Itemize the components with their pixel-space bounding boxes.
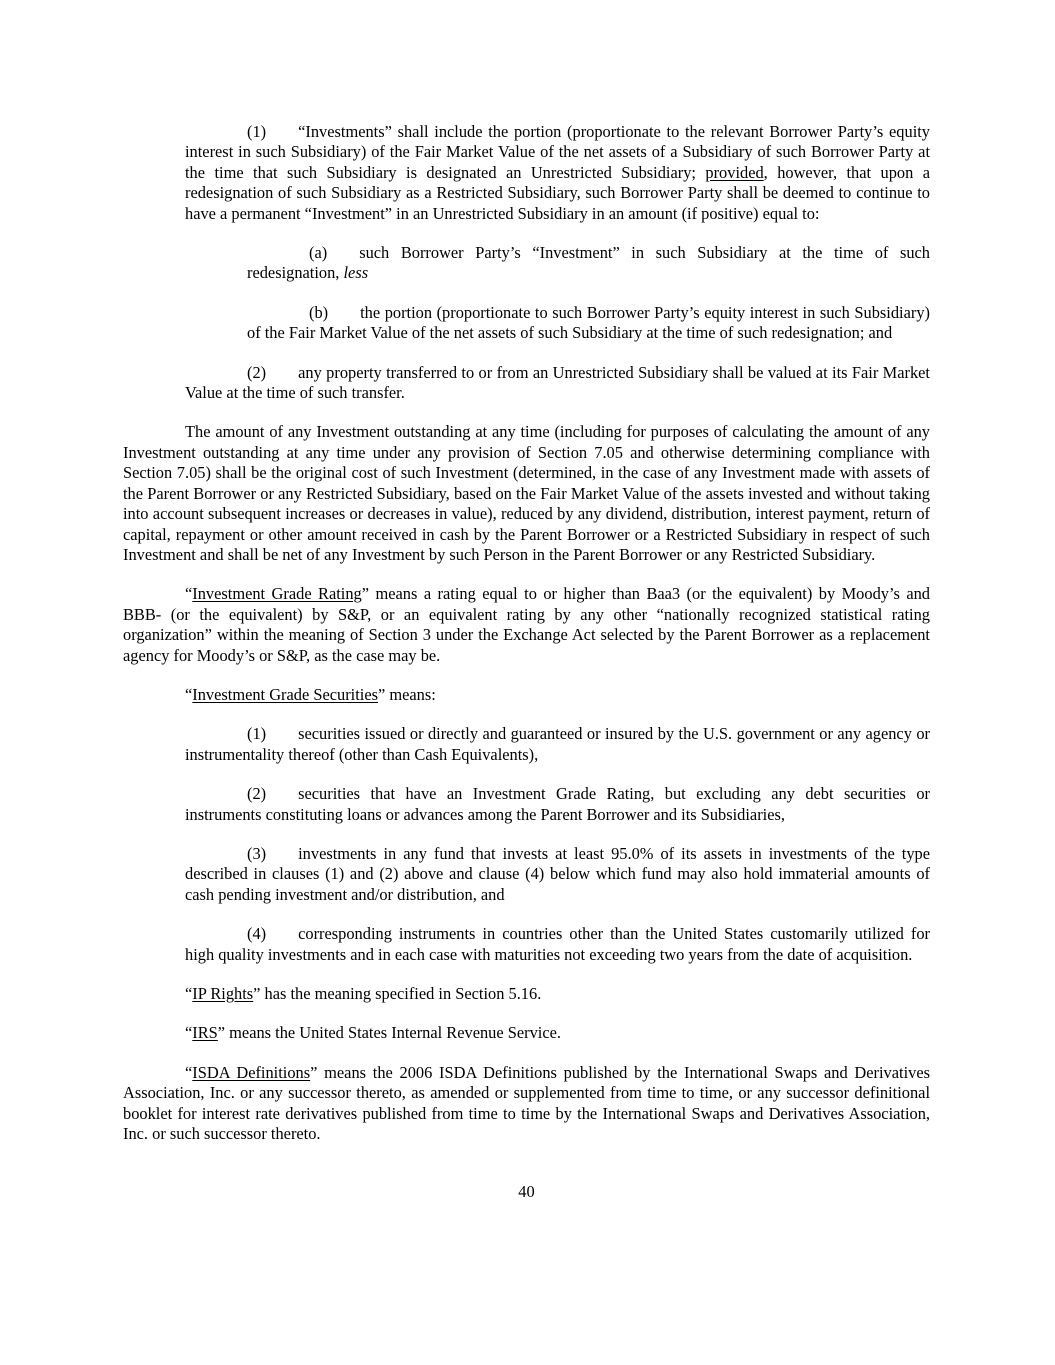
clause-number: (2) [247, 784, 267, 804]
close-quote: ” [253, 984, 261, 1003]
open-quote: “ [185, 1023, 193, 1043]
open-quote: “ [185, 584, 193, 604]
paragraph-igs-clause-2 [185, 784, 930, 825]
page-number: 40 [518, 1182, 535, 1202]
clause-number: (3) [247, 843, 267, 863]
open-quote: “ [185, 984, 193, 1003]
clause-number: (b) [309, 302, 329, 322]
defined-term-irs: IRS [192, 1023, 218, 1043]
definition-text: has the meaning specified in Section 5.16. [260, 984, 542, 1003]
paragraph-investment-grade-securities [123, 685, 930, 705]
clause-number: (1) [247, 724, 267, 744]
definition-text: means: [385, 684, 436, 704]
clause-text: , however, that upon a redesignation of such Subsidiary as a Restricted Subsidiary, such Borrower Party shall be deemed to continue to have a permanent “Investment” in an Unrestricted Subsidiary in an amount (if positive) equal to: [185, 162, 931, 223]
body-text: The amount of any Investment outstanding at any time (including for purposes of calculating the amount of any Investment outstanding at any time under any provision of Section 7.05 and otherwise determining compliance with Section 7.05) shall be the original cost of such Investment (determined, in the case of any Investment made with assets of the Parent Borrower or any Restricted Subsidiary, based on the Fair Market Value of the assets invested and without taking into account subsequent increases or decreases in value), reduced by any dividend, distribution, interest payment, return of capital, repayment or other amount received in cash by the Parent Borrower or a Restricted Subsidiary in respect of such Investment and shall be net of any Investment by such Person in the Parent Borrower or any Restricted Subsidiary. [123, 422, 930, 564]
clause-text: “Investments” shall include the portion (proportionate to the relevant Borrower Party’s equity interest in such Subsidiary) of the Fair Market Value of the net assets of a Subsidiary of such Borrower Party at the time that such Subsidiary is designated an Unrestricted Subsidiary; [185, 122, 930, 182]
clause-text: the portion (proportionate to such Borrower Party’s equity interest in such Subsidiary) of the Fair Market Value of the net assets of such Subsidiary at the time of such redesignation; and [247, 302, 930, 343]
defined-term-investment-grade-rating: Investment Grade Rating [192, 584, 362, 604]
paragraph-isda-definitions [123, 1063, 930, 1145]
paragraph-subclause-b [247, 303, 930, 344]
clause-text: corresponding instruments in countries other than the United States customarily utilized for high quality investments and in each case with maturities not exceeding two years from the date of acquisition. [185, 924, 930, 964]
underlined-term-provided: provided [705, 162, 764, 182]
clause-text: any property transferred to or from an Unrestricted Subsidiary shall be valued at its Fair Market Value at the time of such transfer. [185, 362, 930, 403]
paragraph-subclause-a [247, 243, 930, 284]
defined-term-ip-rights: IP Rights [192, 984, 254, 1003]
clause-number: (1) [247, 122, 267, 141]
clause-text: such Borrower Party’s “Investment” in such Subsidiary at the time of such redesignation, [247, 243, 930, 283]
close-quote: ” [217, 1023, 226, 1043]
paragraph-investment-grade-rating [123, 584, 930, 666]
paragraph-investments-clause-2 [185, 363, 930, 404]
definition-text: means the United States Internal Revenue Service. [225, 1023, 561, 1043]
paragraph-investment-amount [123, 422, 930, 565]
definition-text: means the 2006 ISDA Definitions published by the International Swaps and Derivatives Association, Inc. or any successor thereto, as amended or supplemented from time to time, or any successor definitional booklet for interest rate derivatives published from time to time by the International Swaps and Derivatives Association, Inc. or such successor thereto. [123, 1062, 930, 1144]
clause-number: (2) [247, 362, 267, 382]
open-quote: “ [185, 684, 193, 704]
defined-term-isda-definitions: ISDA Definitions [192, 1062, 311, 1082]
clause-number: (4) [247, 924, 267, 944]
open-quote: “ [185, 1062, 193, 1082]
italic-term-less: less [343, 263, 369, 283]
clause-text: securities issued or directly and guaranteed or insured by the U.S. government or any agency or instrumentality thereof (other than Cash Equivalents), [185, 724, 930, 764]
clause-text: investments in any fund that invests at least 95.0% of its assets in investments of the type described in clauses (1) and (2) above and clause (4) below which fund may also hold immaterial amounts of cash pending investment and/or distribution, and [185, 843, 930, 904]
paragraph-igs-clause-1 [185, 724, 930, 765]
paragraph-investments-clause-1 [185, 122, 930, 224]
close-quote: ” [377, 684, 386, 704]
clause-number: (a) [309, 243, 328, 263]
paragraph-ip-rights [123, 984, 930, 1004]
close-quote: ” [310, 1062, 318, 1082]
clause-text: securities that have an Investment Grade Rating, but excluding any debt securities or instruments constituting loans or advances among the Parent Borrower and its Subsidiaries, [185, 784, 930, 824]
defined-term-investment-grade-securities: Investment Grade Securities [192, 684, 378, 704]
paragraph-irs [123, 1023, 930, 1043]
paragraph-igs-clause-3 [185, 844, 930, 905]
close-quote: ” [361, 584, 370, 604]
definition-text: means a rating equal to or higher than Baa3 (or the equivalent) by Moody’s and BBB- (or the equivalent) by S&P, or an equivalent rating by any other “nationally recognized statistical rating organization” within the meaning of Section 3 under the Exchange Act selected by the Parent Borrower as a replacement agency for Moody’s or S&P, as the case may be. [123, 584, 931, 665]
paragraph-igs-clause-4 [185, 924, 930, 965]
